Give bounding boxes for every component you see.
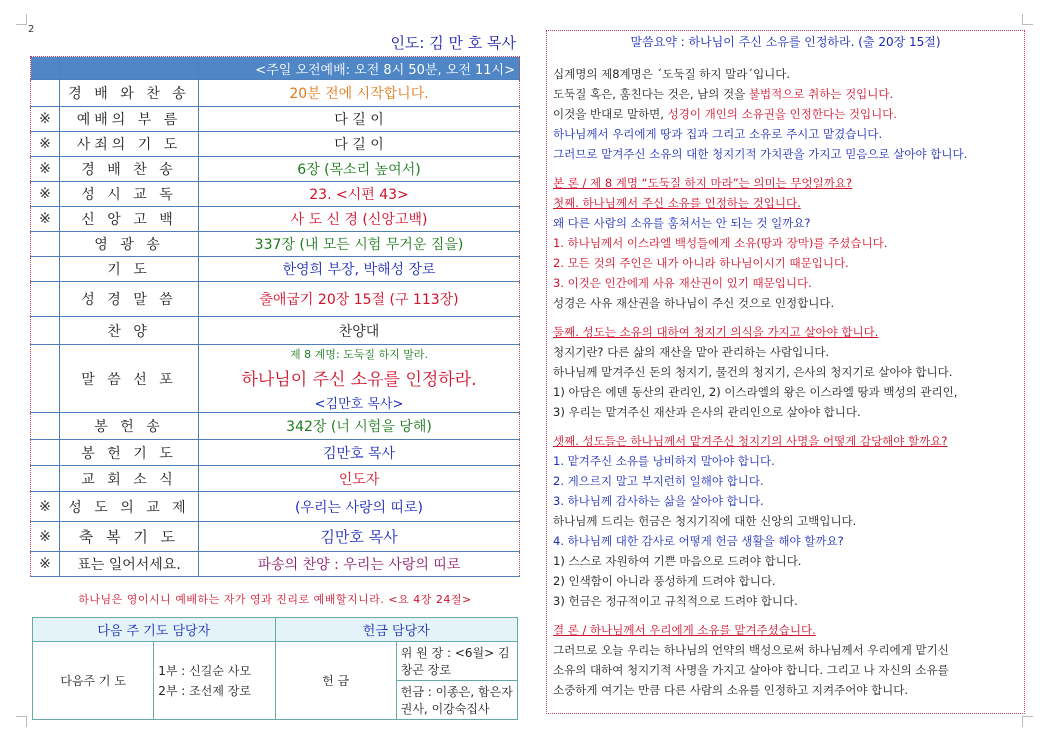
order-value: 김만호 목사	[199, 440, 520, 466]
table-row: ※ 축 복 기 도 김만호 목사	[31, 522, 520, 552]
order-value: 다 길 이	[199, 107, 520, 132]
commandment-label: 제 8 계명: 도둑질 하지 말라.	[290, 347, 428, 361]
table-row: ※ 신 앙 고 백 사 도 신 경 (신앙고백)	[31, 207, 520, 232]
intro-line: 도둑질 혹은, 훔친다는 것은, 남의 것을 불법적으로 취하는 것입니다.	[553, 87, 894, 101]
table-row	[31, 232, 520, 257]
first-service-prayer: 1부 : 신길순 사모	[158, 663, 251, 678]
offering-label: 헌 금	[275, 642, 396, 720]
order-item: 경 배 와 찬 송	[60, 80, 199, 107]
intro-line: 그러므로 맡겨주신 소유의 대한 청지기적 가치관을 가지고 믿음으로 살아야 합니다.	[553, 147, 968, 161]
service-time: <주일 오전예배: 오전 8시 50분, 오전 11시>	[199, 57, 520, 80]
list-item: 2. 모든 것의 주인은 내가 아니라 하나님이시기 때문입니다.	[553, 256, 849, 270]
crop-mark	[1022, 716, 1033, 727]
conclusion-line: 소유의 대하여 청지기적 사명을 가지고 살아야 합니다. 그리고 나 자신의 소유를	[553, 663, 949, 677]
list-item: 3) 헌금은 정규적이고 규칙적으로 드려야 합니다.	[553, 594, 798, 608]
order-item: 예배의 부 름	[60, 107, 199, 132]
order-value: 23. <시편 43>	[199, 182, 520, 207]
order-item: 신 앙 고 백	[60, 207, 199, 232]
order-item: 성 시 교 독	[60, 182, 199, 207]
committee-chair: 위 원 장 : <6월> 김창곤 장로	[396, 642, 517, 681]
list-item: 1. 하나님께서 이스라엘 백성들에게 소유(땅과 장막)를 주셨습니다.	[553, 236, 888, 250]
table-row	[31, 80, 520, 107]
order-value: 다 길 이	[199, 132, 520, 157]
worship-order-table	[30, 57, 520, 577]
conclusion-title: 결 론 / 하나님께서 우리에게 소유를 맡겨주셨습니다.	[553, 623, 816, 637]
order-item: 찬 양	[60, 317, 199, 345]
order-item: 기 도	[60, 257, 199, 282]
order-item: 말 씀 선 포	[60, 345, 199, 413]
list-item: 1) 스스로 자원하여 기쁜 마음으로 드려야 합니다.	[553, 554, 802, 568]
order-item: 축 복 기 도	[60, 522, 199, 552]
sermon-row	[31, 345, 520, 413]
order-value: (우리는 사랑의 띠로)	[199, 492, 520, 522]
table-row: ※ 사죄의 기 도 다 길 이	[31, 132, 520, 157]
offering-duty-header: 헌금 담당자	[275, 618, 518, 642]
next-week-label: 다음주 기 도	[33, 642, 154, 720]
crop-mark	[16, 14, 27, 25]
order-item: 사죄의 기 도	[60, 132, 199, 157]
list-item: 청지기란? 다른 삶의 재산을 맡아 관리하는 사람입니다.	[553, 345, 830, 359]
list-item: 2) 인색함이 아니라 풍성하게 드려야 합니다.	[553, 574, 776, 588]
sermon-summary-panel	[546, 30, 1025, 714]
preacher-line: 인도: 김 만 호 목사	[30, 30, 520, 57]
intro-line: 십계명의 제8계명은 ˊ도둑질 하지 말라ˊ입니다.	[553, 67, 791, 81]
service-time-row	[31, 57, 520, 80]
order-item: 봉 헌 기 도	[60, 440, 199, 466]
list-item: 2. 게으르지 말고 부지런히 일해야 합니다.	[553, 474, 764, 488]
third-question: 4. 하나님께 대한 감사로 어떻게 헌금 생활을 해야 할까요?	[553, 534, 844, 548]
order-value: 파송의 찬양 : 우리는 사랑의 띠로	[199, 552, 520, 577]
table-row	[31, 413, 520, 440]
table-row	[31, 440, 520, 466]
scripture-verse: 하나님은 영이시니 예배하는 자가 영과 진리로 예배할지니라. <요 4장 24절>	[78, 593, 472, 606]
conclusion-line: 소중하게 여기는 만큼 다른 사람의 소유를 인정하고 지켜주어야 합니다.	[553, 683, 909, 697]
first-close: 성경은 사유 재산권을 하나님이 주신 것으로 인정합니다.	[553, 296, 835, 310]
list-item: 3) 우리는 맡겨주신 재산과 은사의 관리인으로 살아야 합니다.	[553, 405, 861, 419]
table-row	[31, 282, 520, 317]
sermon-title: 하나님이 주신 소유를 인정하라.	[241, 369, 477, 390]
crop-mark	[1022, 14, 1033, 25]
order-value: 한영희 부장, 박해성 장로	[199, 257, 520, 282]
first-question: 왜 다른 사람의 소유를 훔쳐서는 안 되는 것 일까요?	[553, 216, 811, 230]
order-item: 경 배 찬 송	[60, 157, 199, 182]
page-number: 2	[28, 24, 35, 35]
table-row: ※ 예배의 부 름 다 길 이	[31, 107, 520, 132]
order-value: 342장 (너 시험을 당해)	[199, 413, 520, 440]
table-row	[31, 317, 520, 345]
second-point-title: 둘째. 성도는 소유의 대하여 청지기 의식을 가지고 살아야 합니다.	[553, 325, 879, 339]
third-point-title: 셋째. 성도들은 하나님께서 맡겨주신 청지기의 사명을 어떻게 감당해야 할까요?	[553, 434, 948, 448]
summary-title: 말씀요약 : 하나님이 주신 소유를 인정하라. (출 20장 15절)	[630, 35, 941, 49]
order-value: 찬양대	[199, 317, 520, 345]
table-row	[31, 466, 520, 492]
worship-order-panel	[30, 30, 520, 720]
third-note: 하나님께 드리는 헌금은 청지기직에 대한 신앙의 고백입니다.	[553, 514, 857, 528]
order-item: 표는 일어서세요.	[60, 552, 199, 577]
duty-table	[32, 617, 518, 720]
table-row: ※ 성 시 교 독 23. <시편 43>	[31, 182, 520, 207]
offering-staff: 헌금 : 이종은, 함은자권사, 이강숙집사	[396, 681, 517, 720]
body-title: 본 론 / 제 8 계명 “도둑질 하지 마라”는 의미는 무엇일까요?	[553, 176, 853, 190]
intro-line: 하나님께서 우리에게 땅과 집과 그리고 소유로 주시고 맡겼습니다.	[553, 127, 883, 141]
order-value: 출애굽기 20장 15절 (구 113장)	[199, 282, 520, 317]
prayer-duty-header: 다음 주 기도 담당자	[33, 618, 276, 642]
table-row: ※ 경 배 찬 송 6장 (목소리 높여서)	[31, 157, 520, 182]
order-value: 337장 (내 모든 시험 무거운 짐을)	[199, 232, 520, 257]
table-row: ※ 표는 일어서세요. 파송의 찬양 : 우리는 사랑의 띠로	[31, 552, 520, 577]
table-row: ※ 성 도 의 교 제 (우리는 사랑의 띠로)	[31, 492, 520, 522]
second-service-prayer: 2부 : 조선제 장로	[158, 683, 251, 698]
table-row	[31, 257, 520, 282]
intro-line: 이것을 반대로 말하면, 성경이 개인의 소유권을 인정한다는 것입니다.	[553, 107, 897, 121]
sermon-preacher: <김만호 목사>	[314, 396, 404, 412]
order-value: 6장 (목소리 높여서)	[199, 157, 520, 182]
order-item: 봉 헌 송	[60, 413, 199, 440]
order-item: 영 광 송	[60, 232, 199, 257]
order-value: 20분 전에 시작합니다.	[199, 80, 520, 107]
first-point-title: 첫째. 하나님께서 주신 소유를 인정하는 것입니다.	[553, 196, 801, 210]
order-value: 김만호 목사	[199, 522, 520, 552]
order-item: 성 도 의 교 제	[60, 492, 199, 522]
list-item: 1) 아담은 에덴 동산의 관리인, 2) 이스라엘의 왕은 이스라엘 땅과 백성의 관리인,	[553, 385, 958, 399]
order-item: 교 회 소 식	[60, 466, 199, 492]
list-item: 3. 하나님께 감사하는 삶을 살아야 합니다.	[553, 494, 764, 508]
conclusion-line: 그러므로 오늘 우리는 하나님의 언약의 백성으로써 하나님께서 우리에게 맡기신	[553, 643, 949, 657]
order-value: 사 도 신 경 (신앙고백)	[199, 207, 520, 232]
list-item: 1. 맡겨주신 소유를 낭비하지 말아야 합니다.	[553, 454, 775, 468]
list-item: 3. 이것은 인간에게 사유 재산권이 있기 때문입니다.	[553, 276, 812, 290]
crop-mark	[16, 716, 27, 727]
order-item: 성 경 말 씀	[60, 282, 199, 317]
order-value: 인도자	[199, 466, 520, 492]
list-item: 하나님께 맡겨주신 돈의 청지기, 물건의 청지기, 은사의 청지기로 살아야 합니다.	[553, 365, 953, 379]
